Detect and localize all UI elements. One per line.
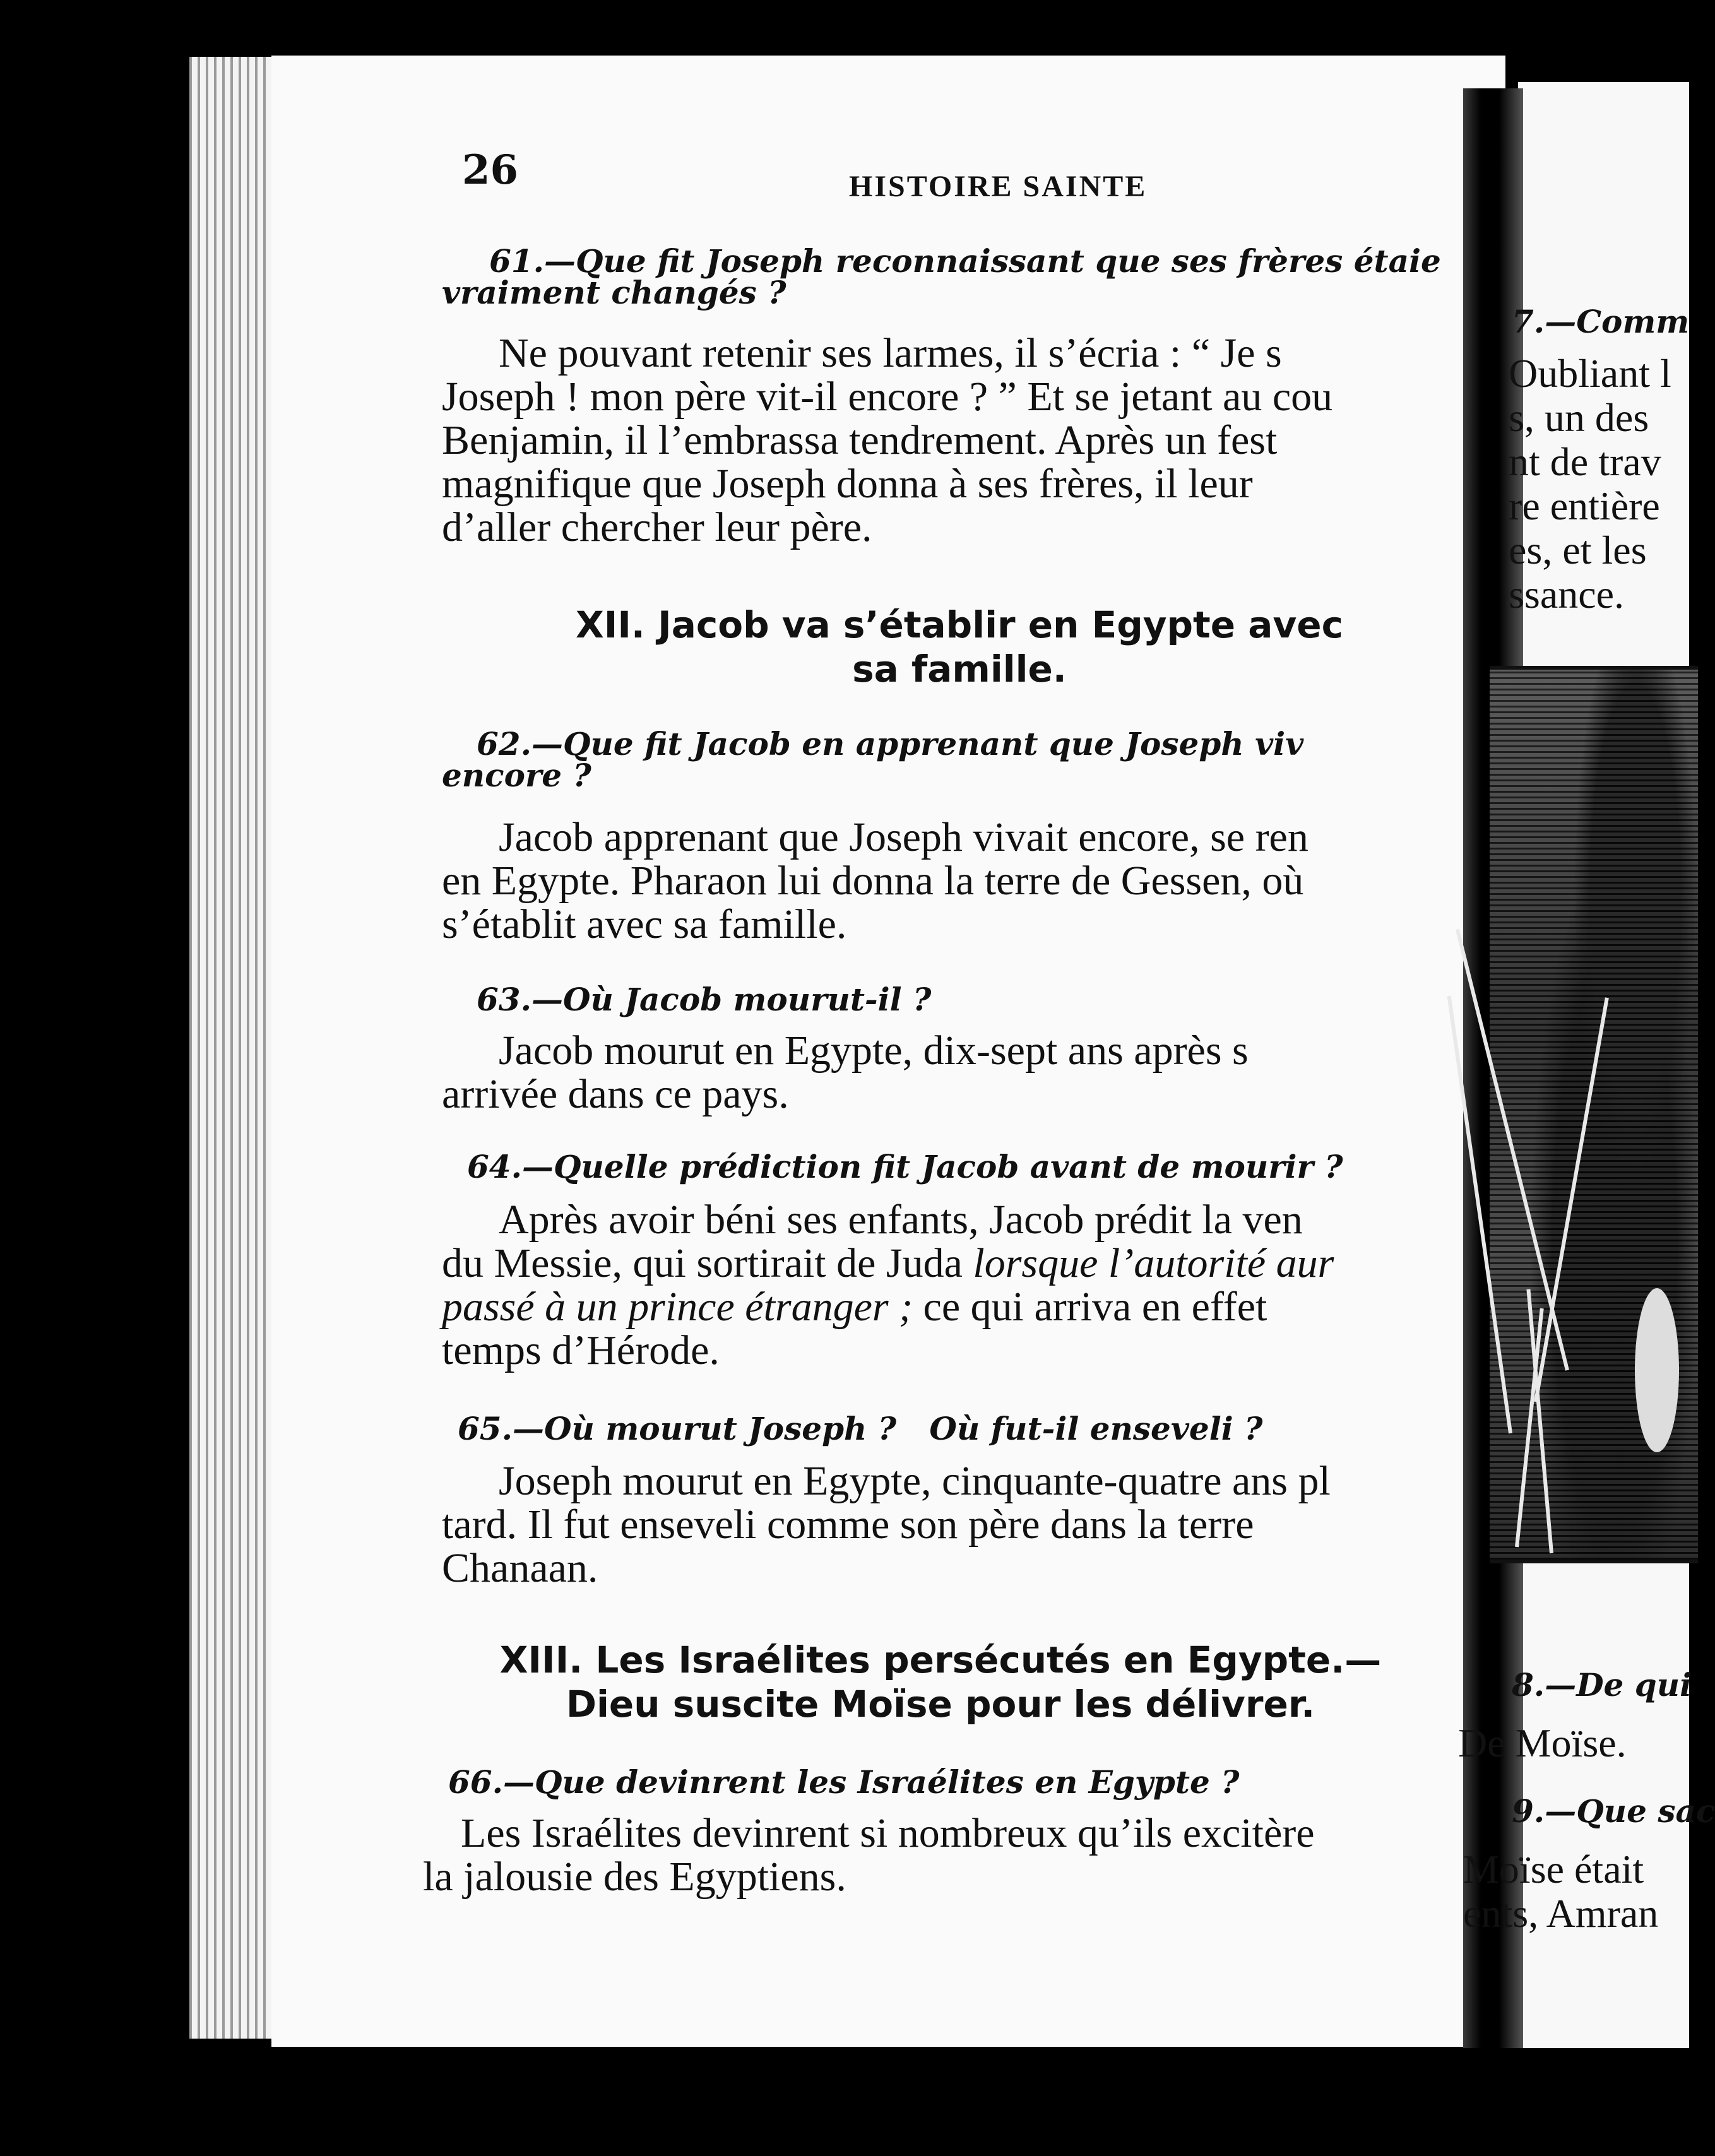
- right-answer-line: Moïse était: [1463, 1847, 1644, 1892]
- answer-61: [442, 331, 1468, 549]
- question-text: —Où mourut Joseph ? Où fut-il enseveli ?: [513, 1410, 1263, 1447]
- answer-line: la jalousie des Egyptiens.: [423, 1854, 846, 1900]
- answer-line: [442, 1029, 1468, 1072]
- right-answer-line: nt de trav: [1509, 439, 1661, 484]
- answer-line: Chanaan.: [442, 1545, 598, 1591]
- answer-line: tard. Il fut enseveli comme son père dans la terre: [442, 1502, 1254, 1548]
- right-question-67-fragment: 7.—Comm: [1512, 303, 1690, 340]
- scan-background-bottom: [0, 2048, 1689, 2156]
- answer-italic-text: passé à un prince étranger ;: [442, 1284, 913, 1330]
- answer-line: [442, 331, 1468, 375]
- answer-62: [442, 815, 1468, 946]
- question-63: [442, 981, 1468, 1018]
- question-62: [442, 726, 1468, 794]
- answer-line: Benjamin, il l’embrassa tendrement. Après un fest: [442, 417, 1278, 463]
- page-stack-lines: [189, 57, 284, 2039]
- right-answer-line: ssance.: [1509, 572, 1625, 617]
- answer-64: [442, 1198, 1468, 1372]
- question-63-line1: [442, 981, 1468, 1018]
- answer-text: ce qui arriva en effet: [913, 1284, 1267, 1330]
- section-heading-line: XIII. Les Israélites persécutés en Egypte.—: [499, 1638, 1382, 1681]
- question-64-line1: [442, 1149, 1468, 1185]
- section-heading-line: XII. Jacob va s’établir en Egypte avec: [576, 603, 1343, 646]
- answer-line: [442, 1241, 1468, 1285]
- question-text: —Que devinrent les Israélites en Egypte ?: [503, 1763, 1240, 1801]
- answer-line: s’établit avec sa famille.: [442, 901, 847, 947]
- question-number: 62.: [477, 725, 531, 762]
- question-text: —Que fit Joseph reconnaissant que ses frères étaie: [544, 242, 1441, 280]
- question-text: —Quelle prédiction fit Jacob avant de mourir ?: [522, 1148, 1343, 1185]
- answer-text: Les Israélites devinrent si nombreux qu’ils excitère: [461, 1810, 1315, 1856]
- figure-highlight: [1635, 1288, 1679, 1452]
- question-number: 63.: [477, 981, 531, 1018]
- answer-line: [442, 1285, 1468, 1329]
- running-title: HISTOIRE SAINTE: [849, 170, 1148, 203]
- right-answer-line: es, et les: [1509, 528, 1647, 572]
- section-heading-line: sa famille.: [852, 648, 1067, 690]
- answer-line: en Egypte. Pharaon lui donna la terre de Gessen, où: [442, 858, 1304, 904]
- right-answer-line: Oubliant l: [1509, 351, 1671, 396]
- answer-line: [442, 1459, 1468, 1503]
- question-64: [442, 1149, 1468, 1185]
- answer-text: Après avoir béni ses enfants, Jacob prédit la ven: [499, 1197, 1303, 1243]
- section-heading-12: [436, 603, 1483, 691]
- answer-line: [442, 815, 1468, 859]
- question-66-line1: [436, 1764, 1461, 1801]
- question-text: —Que fit Jacob en apprenant que Joseph viv: [531, 725, 1304, 762]
- reed-stroke: [1534, 997, 1609, 1402]
- right-answer-line: ents, Amran: [1463, 1891, 1659, 1936]
- answer-line: [423, 1811, 1449, 1855]
- right-answer-line: De Moïse.: [1458, 1721, 1627, 1765]
- question-number: 64.: [467, 1148, 522, 1185]
- right-answer-line: s, un des: [1509, 395, 1649, 440]
- question-65-line1: [442, 1411, 1468, 1447]
- answer-line: magnifique que Joseph donna à ses frères, il leur: [442, 461, 1253, 507]
- answer-text: du Messie, qui sortirait de Juda: [442, 1240, 973, 1286]
- question-number: 66.: [448, 1763, 503, 1801]
- answer-65: [442, 1459, 1468, 1590]
- question-number: 61.: [489, 242, 544, 280]
- answer-text: Ne pouvant retenir ses larmes, il s’écria : “ Je s: [499, 330, 1282, 376]
- question-61: [442, 243, 1468, 311]
- answer-line: [442, 1198, 1468, 1241]
- answer-text: Jacob apprenant que Joseph vivait encore, se ren: [499, 814, 1309, 860]
- right-answer-line: re entière: [1509, 483, 1660, 528]
- right-question-69-fragment: 9.—Que sac: [1512, 1792, 1715, 1830]
- question-65: [442, 1411, 1468, 1447]
- answer-text: Jacob mourut en Egypte, dix-sept ans après s: [499, 1028, 1249, 1074]
- answer-63: [442, 1029, 1468, 1116]
- right-question-68-fragment: 8.—De qui: [1512, 1666, 1692, 1703]
- engraving-illustration: [1490, 666, 1698, 1563]
- answer-66: [423, 1811, 1449, 1898]
- question-text: —Où Jacob mourut-il ?: [531, 981, 932, 1018]
- question-61-line2: vraiment changés ?: [442, 274, 786, 311]
- answer-text: Joseph mourut en Egypte, cinquante-quatre ans pl: [499, 1458, 1331, 1504]
- page-number: 26: [462, 146, 519, 194]
- question-66: [436, 1764, 1461, 1801]
- question-62-line2: encore ?: [442, 757, 591, 794]
- answer-line: Joseph ! mon père vit-il encore ? ” Et se jetant au cou: [442, 374, 1333, 420]
- answer-line: d’aller chercher leur père.: [442, 504, 872, 550]
- answer-line: arrivée dans ce pays.: [442, 1071, 789, 1117]
- answer-line: temps d’Hérode.: [442, 1327, 720, 1373]
- answer-italic-text: lorsque l’autorité aur: [973, 1240, 1334, 1286]
- question-number: 65.: [458, 1410, 513, 1447]
- section-heading-13: [417, 1638, 1464, 1726]
- section-heading-line: Dieu suscite Moïse pour les délivrer.: [566, 1683, 1315, 1726]
